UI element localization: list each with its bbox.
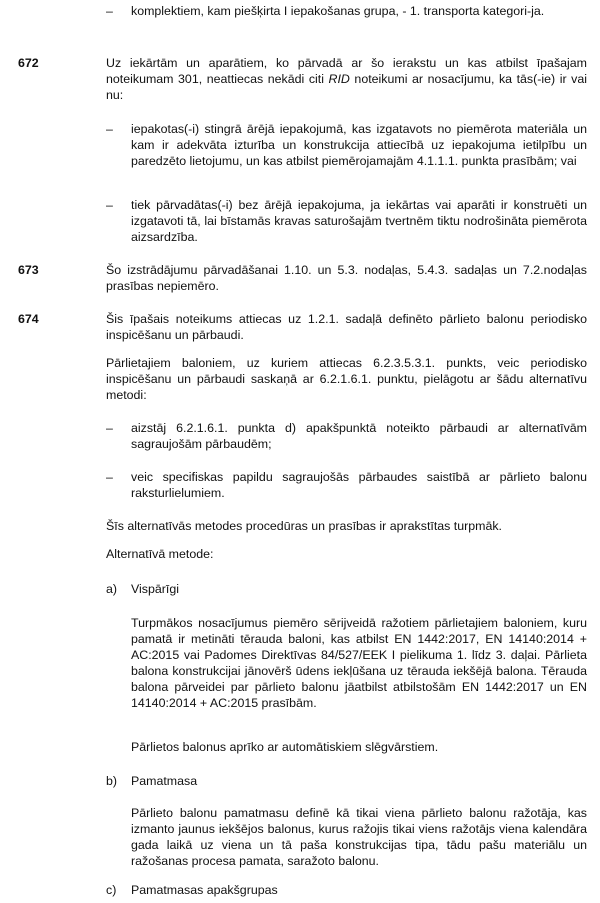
provision-number-674: 674	[18, 312, 39, 326]
list-item-text: komplektiem, kam piešķirta I iepakošanas grupa, - 1. transporta kategori-ja.	[131, 4, 545, 18]
section-b-paragraph-1: Pārlieto balonu pamatmasu definē kā tikai viena pārlieto balonu ražotāja, kas izmanto jaunus iekšējos balonus, kurus ražojis tikai viens ražotājs viena kalendāra gada laikā uz viena un tā paša konstrukcijas tipa, tādu pašu materiālu un ražošanas procesa pamata, saražoto balonu.	[131, 806, 587, 868]
provision-number-672: 672	[18, 56, 39, 70]
list-dash: –	[106, 198, 113, 212]
list-dash: –	[106, 470, 113, 484]
list-dash: –	[106, 4, 113, 18]
rid-emphasis: RID	[328, 72, 350, 86]
provision-672-item-2: tiek pārvadātas(-i) bez ārējā iepakojuma, ja iekārtas vai aparāti ir konstruēti un izgatavoti tā, lai bīstamās kravas saturošajām tvertnēm tiktu nodrošināta piemērota aizsardzība.	[131, 198, 587, 244]
section-a-paragraph-1: Turpmākos nosacījumus piemēro sērijveidā ražotiem pārlietajiem baloniem, kuru pamatā ir metināti tērauda baloni, kas atbilst EN 1442:2017, EN 14140:2014 + AC:2015 vai Padomes Direktīvas 84/527/EEK I pielikuma 1. līdz 3. daļai. Pārlieta balona konstrukcijai jānovērš ūdens iekļūšana uz tērauda iekšējā balona. Tērauda balona pārveidei par pārlieto balonu jāatbilst atbilstošām EN 1442:2017 un EN 14140:2014 + AC:2015 prasībām.	[131, 616, 587, 710]
section-a-paragraph-2: Pārlietos balonus aprīko ar automātiskiem slēgvārstiem.	[131, 740, 439, 754]
section-title-base-mass: Pamatmasa	[131, 774, 198, 788]
provision-673-text: Šo izstrādājumu pārvadāšanai 1.10. un 5.3. nodaļas, 5.4.3. sadaļas un 7.2.nodaļas prasības nepiemēro.	[106, 263, 587, 293]
section-letter-b: b)	[106, 774, 118, 788]
section-title-subgroups: Pamatmasas apakšgrupas	[131, 883, 278, 897]
provision-674-text: Šis īpašais noteikums attiecas uz 1.2.1. sadaļā definēto pārlieto balonu periodisko inspicēšanu un pārbaudi.	[106, 312, 587, 342]
section-letter-a: a)	[106, 582, 118, 596]
section-title-general: Vispārīgi	[131, 582, 179, 596]
intro-text-end: noteikumi ar nosacījumu, ka tās(-ie) ir vai nu:	[106, 72, 587, 102]
list-dash: –	[106, 122, 113, 136]
provision-674-para2: Pārlietajiem baloniem, uz kuriem attiecas 6.2.3.5.3.1. punkts, veic periodisko inspicēšanu un pārbaudi saskaņā ar 6.2.1.6.1. punktu, pielāgotu ar šādu alternatīvu metodi:	[106, 356, 587, 402]
list-dash: –	[106, 421, 113, 435]
provision-672-intro	[106, 55, 587, 103]
provision-672-item-1: iepakotas(-i) stingrā ārējā iepakojumā, kas izgatavots no piemērota materiāla un kam ir adekvāta izturība un konstrukcija attiecībā uz iepakojuma ietilpību un paredzēto lietojumu, un kas atbilst piemērojamajām 4.1.1.1. punkta prasībām; vai	[131, 122, 587, 168]
section-letter-c: c)	[106, 883, 117, 897]
provision-674-item-1: aizstāj 6.2.1.6.1. punkta d) apakšpunktā noteikto pārbaudi ar alternatīvām sagraujošām pārbaudēm;	[131, 421, 587, 451]
provision-674-item-2: veic specifiskas papildu sagraujošās pārbaudes saistībā ar pārlieto balonu raksturlielumiem.	[131, 470, 587, 500]
intro-text: Uz iekārtām un aparātiem, ko pārvadā ar šo ierakstu un kas atbilst īpašajam noteikumam 301, neattiecas nekādi citi	[106, 56, 587, 86]
provision-number-673: 673	[18, 263, 39, 277]
provision-674-para3: Šīs alternatīvās metodes procedūras un prasības ir aprakstītas turpmāk.	[106, 519, 502, 533]
provision-674-para4: Alternatīvā metode:	[106, 547, 214, 561]
